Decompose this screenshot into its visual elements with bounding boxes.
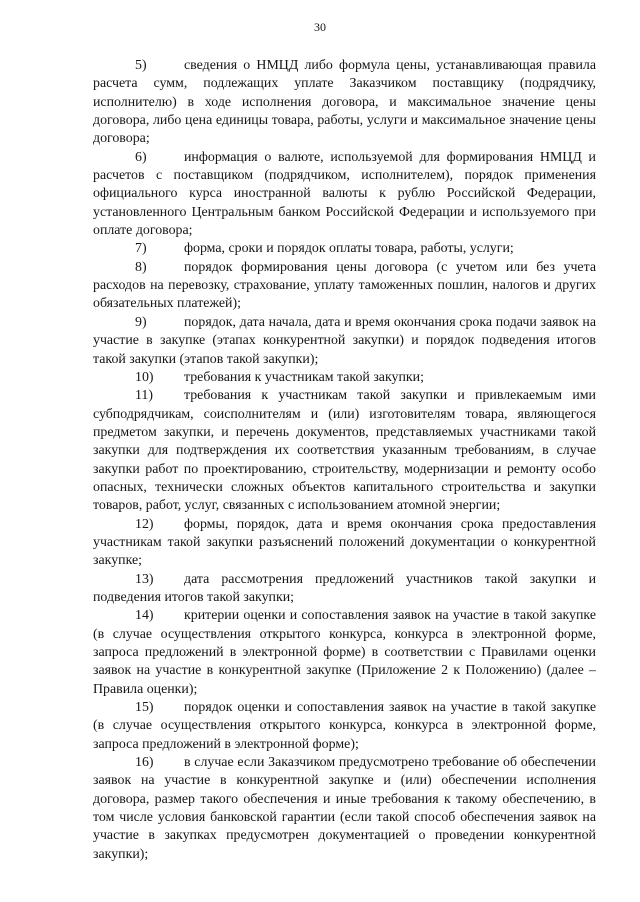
item-text: форма, сроки и порядок оплаты товара, работы, услуги; bbox=[184, 241, 514, 257]
list-item bbox=[93, 699, 596, 754]
item-text: сведения о НМЦД либо формула цены, устанавливающая правила расчета сумм, подлежащих уплате Заказчиком поставщику (подрядчику, исполнителю) в ходе исполнения договора, и максимальное значение цены договора, либо цена единицы товара, работы, услуги и максимальное значение цены договора; bbox=[93, 58, 596, 147]
item-number: 5) bbox=[135, 58, 147, 73]
item-number: 13) bbox=[135, 571, 154, 587]
item-text: критерии оценки и сопоставления заявок на участие в такой закупке (в случае осуществления открытого конкурса, конкурса в электронной форме, запроса предложений в электронной форме) в соответствии с Правилами оценки заявок на участие в конкурентной закупке (Приложение 2 к Положению) (далее – Правила оценки); bbox=[93, 608, 596, 697]
list-item bbox=[93, 607, 596, 699]
item-number: 16) bbox=[135, 755, 154, 771]
list-item bbox=[93, 149, 596, 241]
list-item bbox=[93, 571, 596, 608]
page-number: 30 bbox=[314, 20, 326, 34]
item-text: требования к участникам такой закупки и привлекаемым ими субподрядчикам, соисполнителям и (или) изготовителям товара, являющегося предметом закупки, и перечень документов, представляемых участниками такой закупки для подтверждения их соответствия указанным требованиям, в случае закупки работ по проектированию, строительству, модернизации и ремонту особо опасных, технически сложных объектов капитального строительства и закупки товаров, работ, услуг, связанных с использованием атомной энергии; bbox=[93, 388, 596, 514]
list-item bbox=[93, 57, 596, 149]
item-number: 7) bbox=[135, 241, 147, 257]
item-text: порядок, дата начала, дата и время окончания срока подачи заявок на участие в закупке (этапах конкурентной закупки) и порядок подведения итогов такой закупки (этапов такой закупки); bbox=[93, 314, 596, 367]
item-number: 12) bbox=[135, 516, 154, 532]
list-item bbox=[93, 516, 596, 571]
item-number: 15) bbox=[135, 700, 154, 716]
list-item bbox=[93, 387, 596, 515]
list-item bbox=[93, 369, 596, 387]
item-text: информация о валюте, используемой для формирования НМЦД и расчетов с поставщиком (подрядчиком, исполнителем), порядок применения официального курса иностранной валюты к рублю Российской Федерации, установленного Центральным банком Российской Федерации и используемого при оплате договора; bbox=[93, 149, 596, 239]
list-item bbox=[93, 259, 596, 314]
item-number: 9) bbox=[135, 314, 147, 330]
list-item bbox=[93, 754, 596, 864]
list-item bbox=[93, 314, 596, 369]
item-text: порядок оценки и сопоставления заявок на участие в такой закупке (в случае осуществления открытого конкурса, конкурса в электронной форме, запроса предложений в электронной форме); bbox=[93, 700, 596, 752]
item-text: формы, порядок, дата и время окончания срока предоставления участникам такой закупки разъяснений положений документации о конкурентной закупке; bbox=[93, 516, 596, 569]
item-number: 8) bbox=[135, 259, 147, 275]
document-body bbox=[93, 57, 596, 864]
item-number: 14) bbox=[135, 608, 154, 624]
item-text: порядок формирования цены договора (с учетом или без учета расходов на перевозку, страхование, уплату таможенных пошлин, налогов и других обязательных платежей); bbox=[93, 259, 596, 312]
list-item bbox=[93, 240, 596, 258]
item-number: 6) bbox=[135, 149, 147, 165]
item-text: дата рассмотрения предложений участников такой закупки и подведения итогов такой закупки; bbox=[93, 571, 596, 605]
item-number: 10) bbox=[135, 369, 154, 385]
item-text: требования к участникам такой закупки; bbox=[184, 369, 424, 385]
item-number: 11) bbox=[135, 388, 154, 404]
item-text: в случае если Заказчиком предусмотрено требование об обеспечении заявок на участие в конкурентной закупке и (или) обеспечении исполнения договора, размер такого обеспечения и иные требования к такому обеспечению, в том числе условия банковской гарантии (если такой способ обеспечения заявок на участие в закупках предусмотрен документацией о проведении конкурентной закупки); bbox=[93, 755, 596, 862]
